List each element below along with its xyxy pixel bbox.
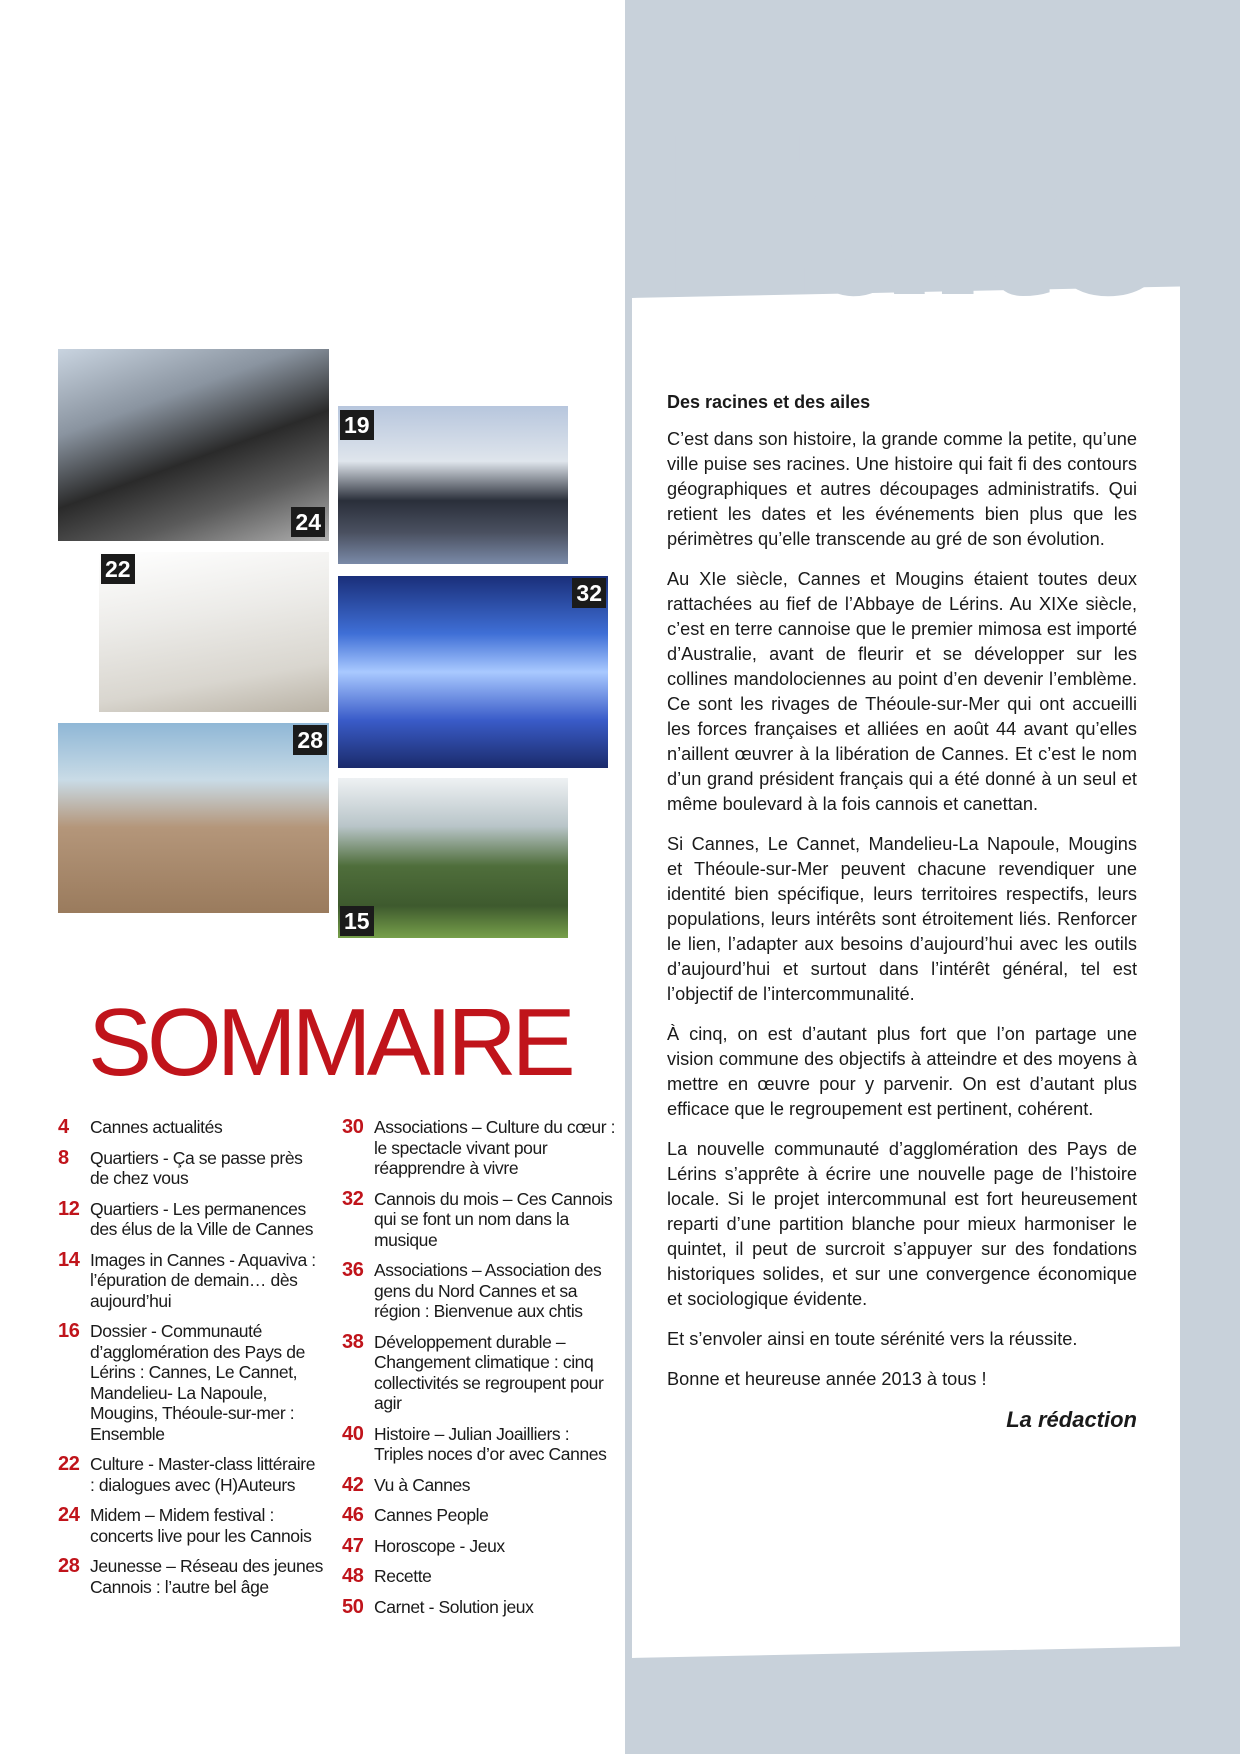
toc-page-number: 48: [342, 1565, 364, 1587]
toc-entry-text: Recette: [374, 1566, 432, 1586]
toc-entry-text: Quartiers - Ça se passe près de chez vous: [90, 1147, 303, 1188]
toc-entry-text: Quartiers - Les permanences des élus de la Ville de Cannes: [90, 1198, 314, 1239]
toc-entry-text: Dossier - Communauté d’agglomération des Pays de Lérins : Cannes, Le Cannet, Mandelieu- La Napoule, Mougins, Théoule-sur-mer : Ensemble: [90, 1321, 305, 1444]
toc-item[interactable]: [342, 1260, 617, 1322]
toc-page-number: 22: [58, 1453, 80, 1475]
toc-item[interactable]: [342, 1189, 617, 1251]
photo-officials[interactable]: [338, 406, 568, 564]
toc-item[interactable]: [58, 1454, 323, 1495]
photo-beach-youth[interactable]: [58, 723, 329, 913]
toc-entry-text: Horoscope - Jeux: [374, 1535, 505, 1556]
edito-paragraph-1: C’est dans son histoire, la grande comme la petite, qu’une ville puise ses racines. Une histoire qui fait fi des contours géographiques et autres découpages administratifs. Qui retient les dates et les événements bien plus que les périmètres qu’elle transcende au gré de son évolution.: [667, 429, 1137, 549]
toc-page-number: 38: [342, 1330, 364, 1353]
edito-paragraph-6: Et s’envoler ainsi en toute sérénité vers la réussite.: [667, 1329, 1078, 1349]
toc-item[interactable]: [58, 1148, 323, 1189]
toc-entry-text: Culture - Master-class littéraire : dialogues avec (H)Auteurs: [90, 1454, 316, 1495]
edito-paragraph-2: Au XIe siècle, Cannes et Mougins étaient toutes deux rattachées au fief de l’Abbaye de Lérins. Au XIXe siècle, c’est en terre cannoise que le premier mimosa est importé d’Australie, avant de fleurir et se développer sur les collines mandolociennes au point d’en devenir l’emblème. Ce sont les rivages de Théoule-sur-Mer qui ont accueilli les forces françaises et alliées en août 44 avant qu’elles n’aillent œuvrer à la libération de Cannes. Et c’est le nom d’un grand président français qui a été donné à un seul et même boulevard à la fois cannois et canettan.: [667, 569, 1137, 814]
photo-concert[interactable]: [338, 576, 608, 768]
toc-page-number: 12: [58, 1197, 80, 1220]
page-badge: 19: [340, 410, 374, 440]
edito-paragraph-3: Si Cannes, Le Cannet, Mandelieu-La Napoule, Mougins et Théoule-sur-Mer peuvent chacune revendiquer une identité bien spécifique, leurs territoires respectifs, leurs populations, leurs intérêts sont étroitement liés. Renforcer le lien, l’adapter aux besoins d’aujourd’hui avec les outils d’aujourd’hui et surtout dans l’intérêt général, tel est l’objectif de l’intercommunalité.: [667, 834, 1137, 1004]
toc-entry-text: Histoire – Julian Joailliers : Triples noces d’or avec Cannes: [374, 1423, 607, 1464]
toc-page-number: 30: [342, 1116, 364, 1138]
edito-paragraph-5: La nouvelle communauté d’agglomération des Pays de Lérins s’apprête à écrire une nouvelle page de l’histoire locale. Si le projet intercommunal est fort heureusement reparti d’une partition blanche pour mieux harmoniser le quintet, il peut de surcroit s’appuyer sur des fondations historiques solides, et sur une convergence économique et sociologique évidente.: [667, 1139, 1137, 1309]
toc-item[interactable]: [342, 1332, 617, 1414]
sommaire-title: SOMMAIRE: [88, 989, 571, 1096]
toc-page-number: 24: [58, 1504, 80, 1526]
toc-entry-text: Carnet - Solution jeux: [374, 1596, 534, 1617]
toc-entry-text: Associations – Culture du cœur : le spectacle vivant pour réapprendre à vivre: [374, 1117, 616, 1178]
toc-page-number: 16: [58, 1320, 80, 1342]
page-badge: 22: [101, 554, 135, 584]
toc-page-number: 46: [342, 1504, 364, 1526]
toc-page-number: 14: [58, 1248, 80, 1271]
toc-entry-text: Cannois du mois – Ces Cannois qui se font un nom dans la musique: [374, 1188, 613, 1250]
edito-title: Édito: [660, 86, 1165, 343]
page-badge: 24: [291, 507, 325, 537]
toc-page-number: 40: [342, 1422, 364, 1445]
toc-page-number: 36: [342, 1259, 364, 1281]
toc-item[interactable]: [342, 1597, 617, 1618]
toc-item[interactable]: [342, 1117, 617, 1179]
toc-page-number: 32: [342, 1187, 364, 1210]
edito-article: [667, 390, 1137, 1432]
toc-item[interactable]: [58, 1556, 323, 1597]
toc-page-number: 50: [342, 1595, 364, 1618]
page-badge: 15: [340, 906, 374, 936]
toc-item[interactable]: [58, 1321, 323, 1444]
toc-item[interactable]: [342, 1566, 617, 1587]
toc-item[interactable]: [342, 1536, 617, 1557]
page-badge: 32: [572, 578, 606, 608]
photo-book-glasses[interactable]: [99, 552, 329, 712]
edito-heading: Des racines et des ailes: [667, 392, 871, 412]
toc-entry-text: Images in Cannes - Aquaviva : l’épuration de demain… dès aujourd’hui: [90, 1249, 316, 1311]
toc-page-number: 4: [58, 1116, 69, 1138]
toc-item[interactable]: [342, 1424, 617, 1465]
toc-item[interactable]: [58, 1505, 323, 1546]
photo-green-building[interactable]: [338, 778, 568, 938]
edito-signature: La rédaction: [1006, 1407, 1137, 1432]
edito-paragraph-4: À cinq, on est d’autant plus fort que l’on partage une vision commune des objectifs à atteindre et des moyens à mettre en œuvre pour y parvenir. On est d’autant plus efficace que le regroupement est pertinent, cohérent.: [667, 1024, 1137, 1119]
toc-page-number: 8: [58, 1146, 69, 1169]
toc-page-number: 47: [342, 1534, 364, 1557]
toc-entry-text: Cannes People: [374, 1505, 489, 1525]
toc-entry-text: Associations – Association des gens du Nord Cannes et sa région : Bienvenue aux chtis: [374, 1260, 602, 1321]
edito-paragraph-7: Bonne et heureuse année 2013 à tous !: [667, 1369, 987, 1389]
toc-entry-text: Jeunesse – Réseau des jeunes Cannois : l’autre bel âge: [90, 1556, 323, 1597]
toc-item[interactable]: [58, 1250, 323, 1312]
page-badge: 28: [293, 725, 327, 755]
toc-entry-text: Cannes actualités: [90, 1117, 223, 1137]
toc-entry-text: Développement durable – Changement climatique : cinq collectivités se regroupent pour agir: [374, 1331, 604, 1413]
photo-midem[interactable]: [58, 349, 329, 541]
toc-item[interactable]: [58, 1199, 323, 1240]
toc-entry-text: Vu à Cannes: [374, 1474, 471, 1495]
toc-left-column: [58, 1117, 323, 1607]
toc-right-column: [342, 1117, 617, 1627]
toc-page-number: 28: [58, 1555, 80, 1577]
toc-item[interactable]: [342, 1475, 617, 1496]
toc-entry-text: Midem – Midem festival : concerts live pour les Cannois: [90, 1505, 312, 1546]
toc-item[interactable]: [58, 1117, 323, 1138]
toc-item[interactable]: [342, 1505, 617, 1526]
toc-page-number: 42: [342, 1473, 364, 1496]
